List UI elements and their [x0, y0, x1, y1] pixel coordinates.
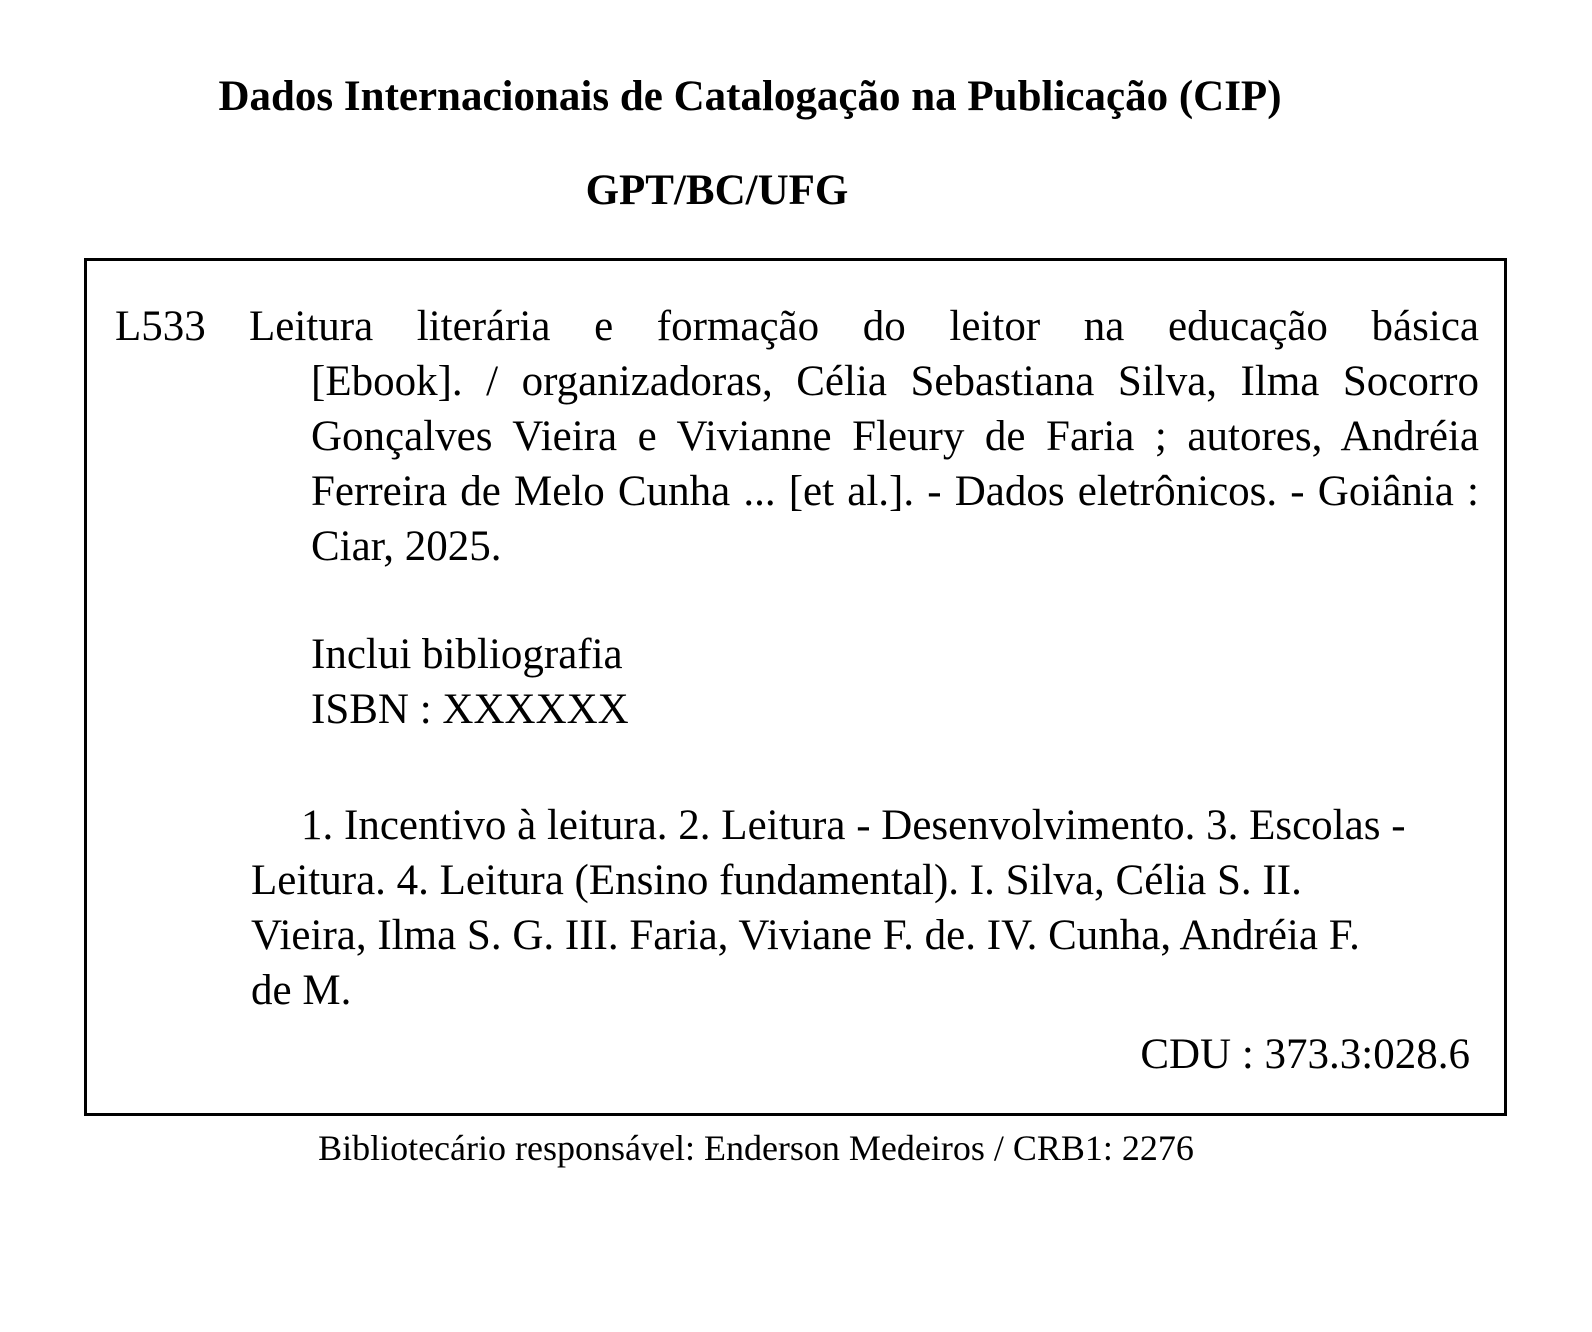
main-entry-first-line: Leitura literária e formação do leitor na educação básica — [249, 303, 1479, 350]
cip-subtitle: GPT/BC/UFG — [585, 167, 849, 214]
main-entry — [249, 299, 1479, 574]
cip-title: Dados Internacionais de Catalogação na Publicação (CIP) — [218, 73, 1282, 120]
catalog-card — [84, 258, 1507, 1116]
subject-headings: 1. Incentivo à leitura. 2. Leitura - Desenvolvimento. 3. Escolas - Leitura. 4. Leitura (Ensino fundamental). I. Silva, Célia S. II. Vieira, Ilma S. G. III. Faria, Viviane F. de. IV. Cunha, Andréia F. de M. — [251, 802, 1406, 1014]
note-isbn: ISBN : XXXXXX — [311, 686, 629, 733]
call-number: L533 — [115, 303, 206, 350]
notes — [311, 627, 629, 737]
cdu-classification: CDU : 373.3:028.6 — [1140, 1031, 1470, 1078]
main-entry-continuation: [Ebook]. / organizadoras, Célia Sebastiana Silva, Ilma Socorro Gonçalves Vieira e Vivianne Fleury de Faria ; autores, Andréia Ferreira de Melo Cunha ... [et al.]. - Dados eletrônicos. - Goiânia : Ciar, 2025. — [311, 358, 1479, 570]
note-bibliography: Inclui bibliografia — [311, 631, 623, 678]
librarian-credit: Bibliotecário responsável: Enderson Medeiros / CRB1: 2276 — [318, 1128, 1194, 1168]
